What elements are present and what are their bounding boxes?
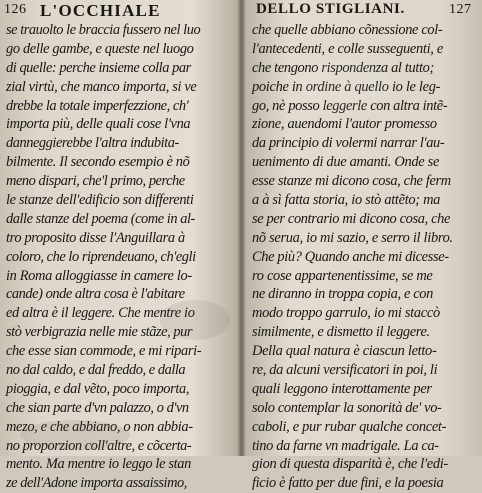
text-line: no proporzion coll'altre, e cõcerta- [6,437,192,454]
text-line: in Roma alloggiasse in camere lo- [6,267,192,284]
text-line: caboli, e pur rubar qualche concet- [252,418,447,435]
text-line: Della qual natura è ciascun letto- [252,343,437,360]
text-line: ed altra è il leggere. Che mentre io [6,305,195,322]
text-line: ze dell'Adone importa assaissimo, [6,475,187,492]
text-line: da principio di volermi narrar l'au- [252,135,445,152]
right-page-number: 127 [449,2,472,17]
text-line: tro proposito disse l'Anguillara à [6,229,185,246]
text-line: ficio è fatto per due fini, e la poesia [252,475,444,492]
text-line: a à sì fatta storia, io stò attẽto; ma [252,192,441,209]
text-line: cande) onde altra cosa è l'abitare [6,286,185,303]
text-line: drebbe la totale imperfezzione, ch' [6,97,189,114]
text-line: esse stanze mi dicono cosa, che ferm [252,173,451,190]
text-line: dalle stanze del poema (come in al- [6,210,195,227]
text-line: bilmente. Il secondo esempio è nõ [6,154,190,171]
text-line: similmente, e dismetto il leggere. [252,324,430,341]
text-line: se trauolto le braccia fussero nel luo [6,22,201,38]
text-line: le stanze dell'edificio son differenti [6,192,194,209]
left-page-number: 126 [4,2,27,17]
text-line: l'antecedenti, e colle susseguenti, e [252,40,443,57]
text-line: go delle gambe, e queste nel luogo [6,40,194,57]
text-line: se per contrario mi dicono cosa, che [252,210,451,227]
text-line: re, da alcuni versificatori in poi, li [252,362,438,379]
text-line: no dal caldo, e dal freddo, e dalla [6,362,186,379]
text-line: nõ serua, io mi sazio, e serro il libro. [252,229,453,246]
text-line: gion di questa disparità è, che l'edi- [252,456,448,473]
text-line: di quelle: perche insieme colla par [6,59,191,76]
text-line: meno dispari, che'l primo, perche [6,173,185,190]
text-line: danneggierebbe l'altra indubita- [6,135,179,152]
right-page-text [252,21,478,493]
text-line: modo troppo garrulo, io mi staccò [252,305,440,322]
text-line: solo contemplar la sonorità de' vo- [252,399,442,416]
text-line: ro cose appartenentissime, se me [252,267,433,284]
text-line: mezo, e che abbiano, o non abbia- [6,418,193,435]
right-page [244,0,482,492]
text-line: zial virtù, che manco importa, si ve [6,78,197,95]
text-line: Che più? Quando anche mi dicesse- [252,248,449,265]
text-line: tino da farne vn madrigale. La ca- [252,437,439,454]
text-line: poiche in ordine à quello io le leg- [252,78,441,95]
text-line: ne diranno in troppa copia, e con [252,286,433,303]
left-page-text [6,21,234,493]
left-running-head: L'OCCHIALE [40,1,161,20]
text-line: zione, auendomi l'autor promesso [252,116,437,133]
text-line: che tengono rispondenza al tutto; [252,59,434,76]
text-line: pioggia, e dal vẽto, poco importa, [6,380,190,397]
text-line: uenimento di due amanti. Onde se [252,154,440,171]
text-line: che esse sian commode, e mi ripari- [6,343,202,360]
left-page [0,0,240,492]
right-running-head: DELLO STIGLIANI. [256,1,405,17]
text-line: go, nè posso leggerle con altra intẽ- [252,97,448,114]
text-line: quali leggono interottamente per [252,380,432,397]
text-line: che quelle abbiano cõnessione col- [252,22,443,38]
text-line: importa più, delle quali cose l'vna [6,116,191,133]
text-line: mento. Ma mentre io leggo le stan [6,456,191,473]
text-line: che sian parte d'vn palazzo, o d'vn [6,399,189,416]
text-line: stò verbigrazia nelle mie stãze, pur [6,324,193,341]
text-line: coloro, che lo riprendeuano, ch'egli [6,248,196,265]
